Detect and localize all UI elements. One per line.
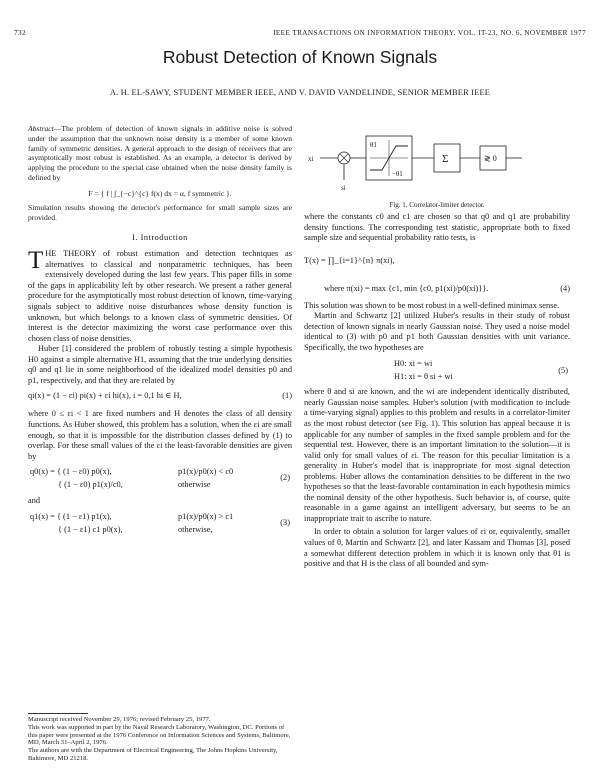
limiter-upper-label: θ1 (370, 141, 377, 149)
abstract-conclusion: Simulation results showing the detector's performance for small sample sizes are provided. (28, 203, 292, 222)
col2-paragraph-4: where θ and si are known, and the wi are independent identically distributed, nearly Gaussian noise samples. Huber's solution (with modification to include a time-varying signal) applies to this problem and results in a correlator-limiter as the most robust detector (see Fig. 1). This solution has appeal because it is applicable for any number of samples in the fixed sample problem and for the sequential test. However, there is an important limitation to the solution—it is valid only for small values of εi. The reason for this peculiar limitation is a generality in Huber's model that is inappropriate for most signal detection problems. Huber allows the contamination densities to be different in the two hypotheses so that the least-favorable contamination in each hypothesis mimics the nominal density of the other hypothesis. Such behavior is, of course, quite reasonable in a game against an intelligent adversary, but seems to be an inappropriate trait to ascribe to nature. (304, 387, 570, 523)
equation-2 (28, 465, 292, 493)
equation-4 (304, 284, 570, 297)
threshold-symbol: ≷ 0 (484, 154, 497, 163)
equation-2-cond-b: otherwise (178, 480, 211, 490)
limiter-lower-label: −θ1 (392, 170, 403, 178)
left-column (28, 124, 292, 541)
equation-3-cond-a: p1(x)/p0(x) > c1 (178, 511, 234, 521)
equation-T (304, 244, 570, 282)
and-text: and (28, 496, 41, 506)
footnote-line: This work was supported in part by the Naval Research Laboratory, Washington, DC. Portions of this paper were presented at the 1976 Conference on Information Sciences and Systems, Baltimore, MD, March 31–April 2, 1976. (28, 723, 291, 747)
section-heading: I. Introduction (132, 232, 188, 242)
equation-3-tag: (3) (280, 517, 290, 527)
equation-5 (304, 356, 570, 384)
running-header (14, 29, 586, 39)
equation-5-h1: H1: xi = θ si + wi (394, 372, 453, 382)
authors: A. H. EL-SAWY, STUDENT MEMBER IEEE, AND V. DAVID VANDELINDE, SENIOR MEMBER IEEE (109, 88, 491, 97)
right-column (304, 212, 570, 570)
intro-paragraph-1: HE THEORY of robust estimation and detection techniques as alternatives to classical and nonparametric techniques, has been extensively developed during the last few years. This paper fills in some of the gaps in applicability left by other research. We present a rather general procedure for the asymptotically most robust detection of known, time-varying signals subject to additive noise disturbances whose density function is unknown, but which belongs to a known class of symmetric densities. Of interest is the detector maximizing the worst case performance over this chosen class of noise densities. (28, 249, 292, 343)
equation-5-tag: (5) (558, 366, 568, 376)
col2-paragraph-5: In order to obtain a solution for larger values of εi or, equivalently, smaller values of θ, Martin and Schwartz [2], and later Kassam and Thomas [3], posed a somewhat different detection problem in which it is known only that θ1 is positive and that H is the class of all bounded and sym- (304, 527, 570, 569)
equation-3 (28, 510, 292, 538)
equation-2-line-a: q0(x) = { (1 − ε0) p0(x), (30, 467, 112, 477)
abstract-text: —The problem of detection of known signals in additive noise is solved under the assumption that the unknown noise density is a member of some known family of symmetric densities. A general approach to the design of receivers that are asymptotically most robust is established. As an example, a detector is derived by applying the procedure to the special case obtained when the noise density family is defined by (28, 124, 292, 182)
col2-paragraph-1: where the constants c0 and c1 are chosen so that q0 and q1 are probability density functions. The corresponding test statistic, appropriate both to fixed sample size and sequential probability ratio tests, is (304, 212, 570, 243)
journal-header: IEEE TRANSACTIONS ON INFORMATION THEORY, VOL. IT-23, NO. 6, NOVEMBER 1977 (273, 29, 586, 37)
equation-4-body: where π(xi) = max {c1, min {c0, p1(xi)/p0(xi)}}. (324, 283, 489, 293)
equation-4-tag: (4) (560, 283, 570, 293)
correlator-limiter-figure (304, 128, 570, 208)
equation-3-line-b: { (1 − ε1) c1 p0(x), (58, 524, 123, 534)
figure-input-label: xi (308, 155, 314, 163)
figure-signal-label: si (341, 184, 346, 192)
equation-2-cond-a: p1(x)/p0(x) < c0 (178, 467, 234, 477)
footnote-line: Manuscript received November 29, 1976; revised February 25, 1977. (28, 716, 211, 723)
col2-paragraph-2: This solution was shown to be most robust in a well-defined minimax sense. (304, 300, 560, 310)
footnote-line: The authors are with the Department of Electrical Engineering, The Johns Hopkins University, Baltimore, MD 21218. (28, 747, 278, 762)
drop-cap: T (28, 247, 44, 275)
figure-caption: Fig. 1. Correlator-limiter detector. (389, 201, 485, 209)
col2-paragraph-3: Martin and Schwartz [2] utilized Huber's results in their study of robust detection of known signals in nearly Gaussian noise. They used a noise model identical to (3) with p0 and p1 both Gaussian densities with unit variance. Specifically, the two hypotheses are (304, 311, 570, 352)
equation-T-body: T(x) = ∏_{i=1}^{n} π(xi), (304, 255, 395, 265)
equation-3-cond-b: otherwise, (178, 524, 213, 534)
sum-symbol: Σ (442, 153, 449, 165)
equation-3-line-a: q1(x) = { (1 − ε1) p1(x), (30, 511, 112, 521)
paper-title: Robust Detection of Known Signals (162, 47, 438, 67)
footnote (28, 713, 292, 763)
equation-5-h0: H0: xi = wi (394, 359, 433, 369)
abstract-label: Abstract (28, 124, 54, 133)
page-number: 732 (14, 29, 26, 37)
equation-2-tag: (2) (280, 473, 290, 483)
equation-2-line-b: { (1 − ε0) p1(x)/c0, (58, 480, 123, 490)
footnote-rule (28, 713, 88, 714)
equation-1-tag: (1) (282, 391, 292, 401)
intro-paragraph-2: Huber [1] considered the problem of robustly testing a simple hypothesis H0 against a simple alternative H1, assuming that the true underlying densities q0 and q1 lie in some neighborhood of the idealized model densities p0 and p1, respectively, and that they are related by (28, 344, 292, 385)
intro-paragraph-3: where 0 ≤ εi < 1 are fixed numbers and H denotes the class of all density functions. As Huber showed, this problem has a solution, when the εi are small enough, so that it is impossible for the distribution classes defined by (1) to overlap. For these small values of the εi the least-favorable densities are given by (28, 409, 292, 461)
abstract-formula: F = { f | ∫_{−c}^{c} f(x) dx = α, f symmetric }. (88, 188, 232, 198)
equation-1-body: qi(x) = (1 − εi) pi(x) + εi hi(x), i = 0,1 hi ∈ H, (28, 391, 182, 401)
equation-1 (28, 391, 292, 404)
abstract (28, 124, 292, 223)
